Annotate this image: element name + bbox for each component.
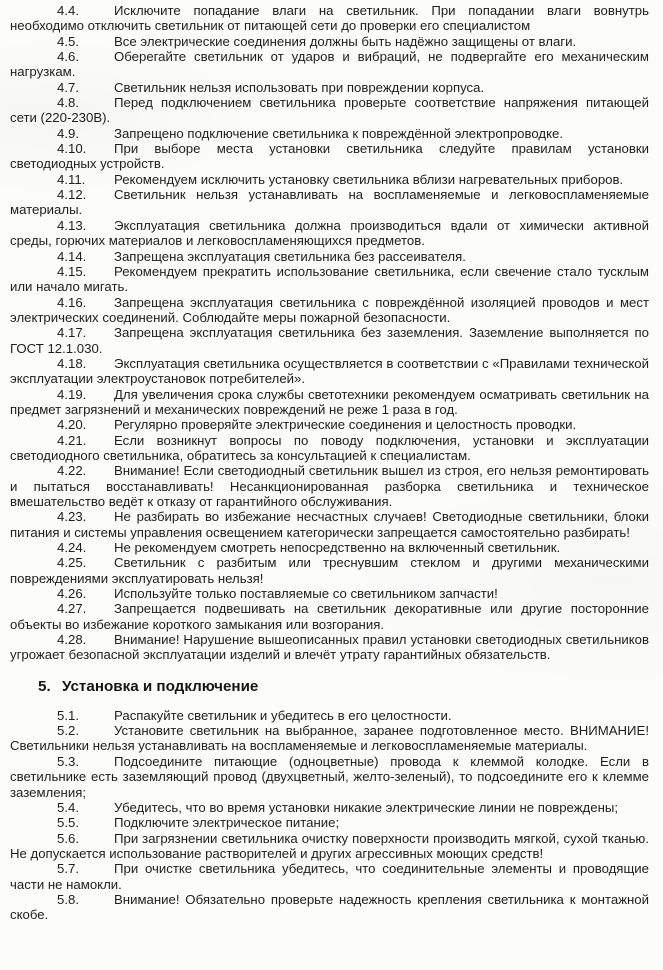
list-item [10, 632, 649, 663]
item-text: Убедитесь, что во время установки никакие электрические линии не повреждены; [114, 799, 619, 815]
item-text: Перед подключением светильника проверьте соответствие напряжения питающей сети (220-230В). [10, 95, 649, 126]
list-item [10, 3, 649, 34]
item-number: 5.7. [57, 861, 79, 877]
item-number: 4.16. [57, 294, 87, 310]
list-item [10, 861, 649, 892]
item-number: 4.28. [57, 632, 87, 648]
item-number: 4.24. [57, 540, 87, 556]
item-number: 5.5. [57, 815, 79, 831]
item-number: 4.23. [57, 509, 87, 525]
item-text: Все электрические соединения должны быть надёжно защищены от влаги. [114, 33, 577, 49]
item-number: 4.4. [57, 3, 79, 18]
section-5-heading [38, 677, 649, 696]
list-item [10, 540, 649, 555]
section-4-safety-rules [10, 3, 649, 663]
item-text: Запрещена эксплуатация светильника без заземления. Заземление выполняется по ГОСТ 12.1.030. [10, 325, 649, 356]
list-item [10, 463, 649, 509]
list-item [10, 433, 649, 464]
list-item [10, 601, 649, 632]
item-text: При загрязнении светильника очистку поверхности производить мягкой, сухой тканью. Не допускается использование растворителей и других агрессивных моющих средств! [10, 830, 649, 861]
list-item [10, 49, 649, 80]
section-5-title: Установка и подключение [62, 677, 259, 695]
item-text: Рекомендуем прекратить использование светильника, если свечение стало тусклым или начало мигать. [10, 263, 649, 295]
list-item [10, 187, 649, 218]
item-text: Светильник нельзя использовать при повреждении корпуса. [114, 79, 485, 95]
item-text: Запрещается подвешивать на светильник декоративные или другие посторонние объекты во избежание короткого замыкания или возгорания. [10, 601, 649, 632]
item-number: 5.1. [57, 707, 79, 723]
item-number: 4.21. [57, 432, 87, 448]
item-number: 4.19. [57, 386, 87, 402]
item-number: 4.18. [57, 355, 87, 371]
item-number: 4.7. [57, 79, 79, 95]
item-text: При очистке светильника убедитесь, что соединительные элементы и проводящие части не намокли. [10, 861, 649, 892]
item-text: Внимание! Если светодиодный светильник вышел из строя, его нельзя ремонтировать и пытаться восстанавливать! Несанкционированная разборка светильника и техническое вмешательство ведёт к отказу от гарантийного обслуживания. [10, 463, 649, 509]
item-text: Регулярно проверяйте электрические соединения и целостность проводки. [114, 417, 577, 433]
list-item [10, 723, 649, 754]
list-item [10, 34, 649, 49]
list-item [10, 295, 649, 326]
item-text: Светильник с разбитым или треснувшим стеклом и другими механическими повреждениями эксплуатировать нельзя! [10, 555, 649, 586]
item-text: При выборе места установки светильника следуйте правилам установки светодиодных устройств. [10, 141, 649, 172]
list-item [10, 172, 649, 187]
item-text: Внимание! Нарушение вышеописанных правил установки светодиодных светильников угрожает безопасной эксплуатации изделий и влечёт утрату гарантийных обязательств. [10, 632, 649, 663]
list-item [10, 126, 649, 141]
item-number: 4.13. [57, 217, 87, 233]
list-item [10, 356, 649, 387]
list-item [10, 509, 649, 540]
list-item [10, 141, 649, 172]
item-text: Используйте только поставляемые со светильником запчасти! [114, 586, 498, 602]
item-text: Оберегайте светильник от ударов и вибраций, не подвергайте его механическим нагрузкам. [10, 49, 649, 80]
item-number: 4.11. [57, 171, 86, 187]
item-text: Внимание! Обязательно проверьте надежность крепления светильника к монтажной скобе. [10, 891, 649, 923]
item-text: Не разбирать во избежание несчастных случаев! Светодиодные светильники, блоки питания и системы управления освещением категорически запрещается самостоятельно разбирать! [10, 509, 649, 540]
list-item [10, 325, 649, 356]
list-item [10, 218, 649, 249]
list-item [10, 831, 649, 862]
item-number: 5.8. [57, 891, 79, 907]
list-item [10, 80, 649, 95]
item-number: 4.12. [57, 187, 87, 203]
item-text: Эксплуатация светильника осуществляется в соответствии с «Правилами технической эксплуатации электроустановок потребителей». [10, 355, 649, 387]
list-item [10, 264, 649, 295]
item-number: 5.2. [57, 723, 79, 739]
item-number: 4.6. [57, 49, 79, 65]
item-number: 4.15. [57, 263, 87, 279]
item-text: Запрещено подключение светильника к повреждённой электропроводке. [114, 125, 564, 141]
item-number: 4.17. [57, 325, 87, 341]
list-item [10, 387, 649, 418]
item-number: 4.9. [57, 125, 79, 141]
item-text: Распакуйте светильник и убедитесь в его целостности. [114, 707, 452, 723]
item-text: Не рекомендуем смотреть непосредственно на включенный светильник. [114, 540, 561, 556]
item-text: Светильник нельзя устанавливать на воспламеняемые и легковоспламеняемые материалы. [10, 187, 649, 218]
item-number: 4.10. [57, 141, 87, 157]
item-text: Рекомендуем исключить установку светильника вблизи нагревательных приборов. [114, 171, 624, 187]
item-number: 5.6. [57, 830, 79, 846]
list-item [10, 95, 649, 126]
list-item [10, 800, 649, 815]
item-text: Если возникнут вопросы по поводу подключения, установки и эксплуатации светодиодного светильника, обратитесь за консультацией к специалистам. [10, 432, 649, 463]
list-item [10, 815, 649, 830]
item-number: 4.27. [57, 601, 87, 617]
item-text: Для увеличения срока службы светотехники рекомендуем осматривать светильник на предмет загрязнений и механических повреждений не реже 1 раза в год. [10, 386, 649, 417]
list-item [10, 754, 649, 800]
item-number: 4.8. [57, 95, 79, 111]
section-5-number: 5. [38, 677, 51, 695]
item-number: 5.3. [57, 753, 79, 769]
item-text: Установите светильник на выбранное, заранее подготовленное место. ВНИМАНИЕ! Светильники нельзя устанавливать на воспламеняемые и легковоспламеняемые материалы. [10, 723, 649, 754]
item-number: 4.25. [57, 555, 87, 571]
item-number: 4.20. [57, 417, 87, 433]
list-item [10, 708, 649, 723]
item-number: 5.4. [57, 799, 79, 815]
item-number: 4.14. [57, 248, 87, 264]
item-number: 4.22. [57, 463, 87, 479]
list-item [10, 417, 649, 432]
section-5-installation [10, 708, 649, 923]
item-number: 4.5. [57, 33, 79, 49]
list-item [10, 586, 649, 601]
item-text: Запрещена эксплуатация светильника без рассеивателя. [114, 248, 466, 264]
item-text: Подсоедините питающие (одноцветные) провода к клеммой колодке. Если в светильнике есть заземляющий провод (двухцветный, желто-зеленый), то подсоедините его к клемме заземления; [10, 753, 649, 800]
item-text: Исключите попадание влаги на светильник. При попадании влаги вовнутрь необходимо отключить светильник от питающей сети до проверки его специалистом [10, 3, 649, 34]
item-text: Эксплуатация светильника должна производиться вдали от химически активной среды, горючих материалов и легковоспламеняющихся предметов. [10, 217, 649, 249]
item-text: Запрещена эксплуатация светильника с повреждённой изоляцией проводов и мест электрических соединений. Соблюдайте меры пожарной безопасности. [10, 294, 649, 325]
item-text: Подключите электрическое питание; [114, 815, 340, 831]
list-item [10, 249, 649, 264]
list-item [10, 555, 649, 586]
item-number: 4.26. [57, 586, 87, 602]
list-item [10, 892, 649, 923]
